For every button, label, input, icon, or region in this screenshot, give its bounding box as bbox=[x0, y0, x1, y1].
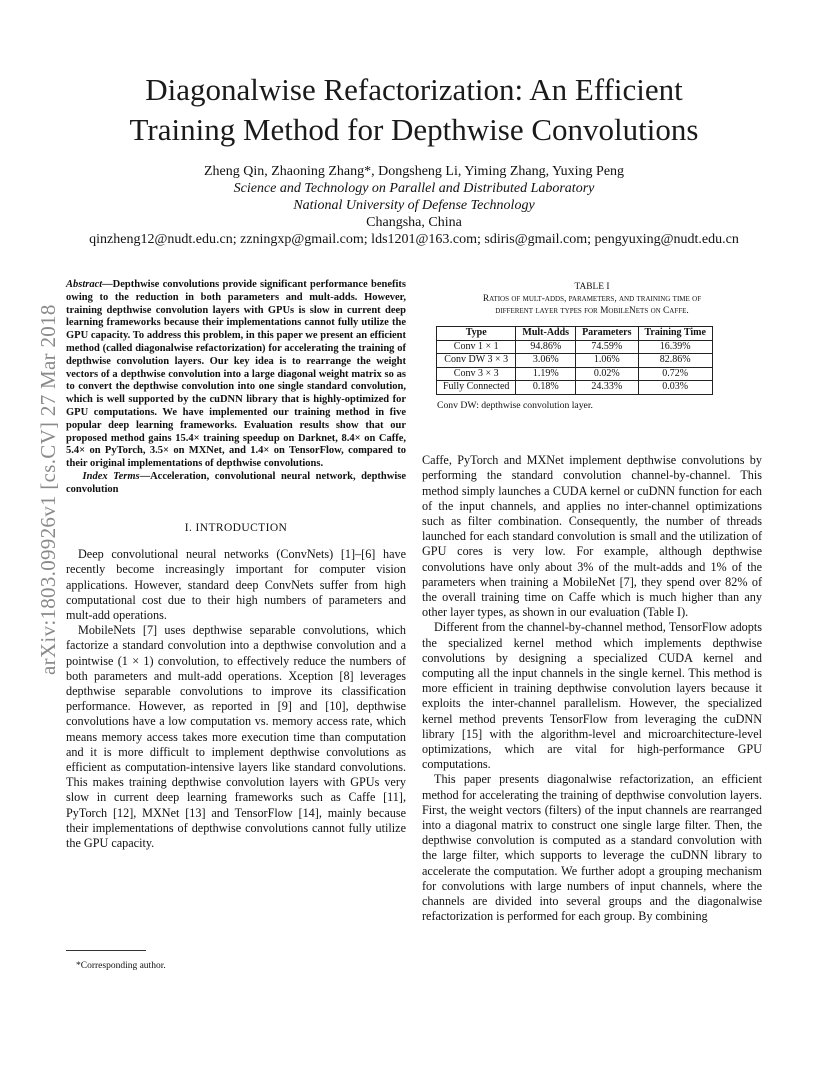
title-line-1: Diagonalwise Refactorization: An Efficient bbox=[145, 72, 683, 107]
ratio-table bbox=[436, 326, 713, 395]
body-paragraph-3: This paper presents diagonalwise refactorization, an efficient method for accelerating the training of depthwise convolution layers. First, the weight vectors (filters) of the input channels are rearranged into a diagonal matrix to construct one single large filter. Then, the depthwise convolution is computed as a standard convolution with the large filter, which supports to leverage the cuDNN library to accelerate the computation. We further adopt a grouping mechanism for convolutions with large numbers of input channels, where the channels are divided into several groups and the diagonalwise refactorization is performed for each group. By combining bbox=[422, 772, 762, 924]
table-cell: 24.33% bbox=[576, 381, 638, 395]
title-line-2: Training Method for Depthwise Convolutions bbox=[129, 112, 699, 147]
index-terms-label: Index Terms bbox=[82, 470, 140, 482]
footnote: *Corresponding author. bbox=[76, 961, 166, 971]
emails: qinzheng12@nudt.edu.cn; zzningxp@gmail.com; lds1201@163.com; sdiris@gmail.com; pengyuxing@nudt.edu.cn bbox=[89, 232, 739, 247]
right-column bbox=[422, 281, 762, 924]
table-cell: Conv DW 3 × 3 bbox=[437, 354, 516, 368]
right-body bbox=[422, 453, 762, 924]
table-cell: 82.86% bbox=[638, 354, 712, 368]
table-row bbox=[437, 340, 713, 354]
table-cell: Conv 1 × 1 bbox=[437, 340, 516, 354]
table-note: Conv DW: depthwise convolution layer. bbox=[437, 399, 593, 411]
table-row bbox=[437, 367, 713, 381]
arxiv-stamp: arXiv:1803.09926v1 [cs.CV] 27 Mar 2018 bbox=[36, 304, 60, 675]
abstract-label: Abstract bbox=[66, 279, 103, 290]
affiliation-2: National University of Defense Technology bbox=[293, 198, 535, 213]
table-cell: 0.02% bbox=[576, 367, 638, 381]
table-row bbox=[437, 381, 713, 395]
table-caption bbox=[422, 281, 762, 317]
footnote-rule bbox=[66, 950, 146, 951]
table-caption-line-1: Ratios of mult-adds, parameters, and training time of bbox=[482, 294, 702, 304]
table-cell: 0.18% bbox=[516, 381, 576, 395]
table-header-cell: Parameters bbox=[576, 327, 638, 341]
table-header-cell: Type bbox=[437, 327, 516, 341]
body-paragraph-1: Caffe, PyTorch and MXNet implement depthwise convolutions by performing the standard convolution channel-by-channel. This method simply launches a CUDA kernel or cuDNN function for each of the input channels, and applies no inter-channel optimizations such as filter combination. Consequently, the number of threads launched for each standard convolution is small and the utilization of GPU cores is very low. For example, although depthwise convolutions have only about 3% of the mult-adds and 1% of the parameters when training a MobileNet [7], they spend over 82% of the overall training time on Caffe which is much higher than any other layer types, as shown in our evaluation (Table I). bbox=[422, 453, 762, 620]
table-row bbox=[437, 354, 713, 368]
table-caption-line-2: different layer types for MobileNets on Caffe. bbox=[495, 306, 689, 316]
table-cell: 74.59% bbox=[576, 340, 638, 354]
body-paragraph-2: Different from the channel-by-channel method, TensorFlow adopts the specialized kernel method which implements depthwise convolutions by designing a specialized CUDA kernel and computing all the input channels in the single kernel. This method is more efficient in training depthwise convolution layers because it exploits the inter-channel parallelism. However, the specialized kernel method prevents TensorFlow from leveraging the cuDNN library [15] with the algorithm-level and microarchitecture-level optimizations, which are vital for high-performance GPU computations. bbox=[422, 620, 762, 772]
table-cell: 1.19% bbox=[516, 367, 576, 381]
table-cell: 0.03% bbox=[638, 381, 712, 395]
table-header-cell: Mult-Adds bbox=[516, 327, 576, 341]
paper-title bbox=[0, 70, 828, 150]
left-column bbox=[66, 279, 406, 851]
section-heading: I. INTRODUCTION bbox=[184, 521, 288, 534]
table-cell: 94.86% bbox=[516, 340, 576, 354]
table-cell: 0.72% bbox=[638, 367, 712, 381]
index-terms-text: —Acceleration, convolutional neural network, depthwise convolution bbox=[66, 470, 407, 495]
intro-paragraph-1: Deep convolutional neural networks (ConvNets) [1]–[6] have recently become increasingly important for computer vision applications. However, standard deep ConvNets suffer from high computational cost due to their high numbers of parameters and mult-add operations. bbox=[66, 547, 406, 622]
author-block bbox=[0, 163, 828, 248]
intro-paragraph-2: MobileNets [7] uses depthwise separable convolutions, which factorize a standard convolution into a depthwise convolution and a pointwise (1 × 1) convolution, to effectively reduce the numbers of both parameters and mult-add operations. Xception [8] leverages depthwise separable convolutions to improve its classification performance. However, as reported in [9] and [10], depthwise convolutions have a low computation vs. memory access rate, which means memory access takes more execution time than computation and it is more difficult to implement depthwise convolutions as efficient as computation-intensive layers like standard convolutions. This makes training depthwise convolution layers with GPUs very slow in current deep learning frameworks such as Caffe [11], PyTorch [12], MXNet [13] and TensorFlow [14], mainly because their implementations of depthwise convolutions cannot fully utilize the GPU capacity. bbox=[66, 623, 406, 850]
table-cell: Fully Connected bbox=[437, 381, 516, 395]
city: Changsha, China bbox=[366, 215, 462, 230]
table-cell: 1.06% bbox=[576, 354, 638, 368]
abstract bbox=[66, 279, 406, 471]
table-cell: Conv 3 × 3 bbox=[437, 367, 516, 381]
table-cell: 16.39% bbox=[638, 340, 712, 354]
index-terms bbox=[66, 471, 406, 497]
author-list: Zheng Qin, Zhaoning Zhang*, Dongsheng Li, Yiming Zhang, Yuxing Peng bbox=[203, 164, 625, 179]
affiliation-1: Science and Technology on Parallel and Distributed Laboratory bbox=[233, 181, 595, 196]
table-cell: 3.06% bbox=[516, 354, 576, 368]
table-label: TABLE I bbox=[574, 282, 610, 292]
table-header-cell: Training Time bbox=[638, 327, 712, 341]
abstract-text: —Depthwise convolutions provide significant performance benefits owing to the reduction in both parameters and mult-adds. However, training depthwise convolution layers with GPUs is slow in current deep learning frameworks because their implementations cannot fully utilize the GPU capacity. To address this problem, in this paper we present an efficient method (called diagonalwise refactorization) for accelerating the training of depthwise convolution layers. Our key idea is to rearrange the weight vectors of a depthwise convolution into a large diagonal weight matrix so as to convert the depthwise convolution into one single standard convolution, which is well supported by the cuDNN library that is highly-optimized for GPU computations. We have implemented our training method in five popular deep learning frameworks. Evaluation results show that our proposed method gains 15.4× training speedup on Darknet, 8.4× on Caffe, 5.4× on PyTorch, 3.5× on MXNet, and 1.4× on TensorFlow, compared to their original implementations of depthwise convolutions. bbox=[66, 279, 406, 470]
